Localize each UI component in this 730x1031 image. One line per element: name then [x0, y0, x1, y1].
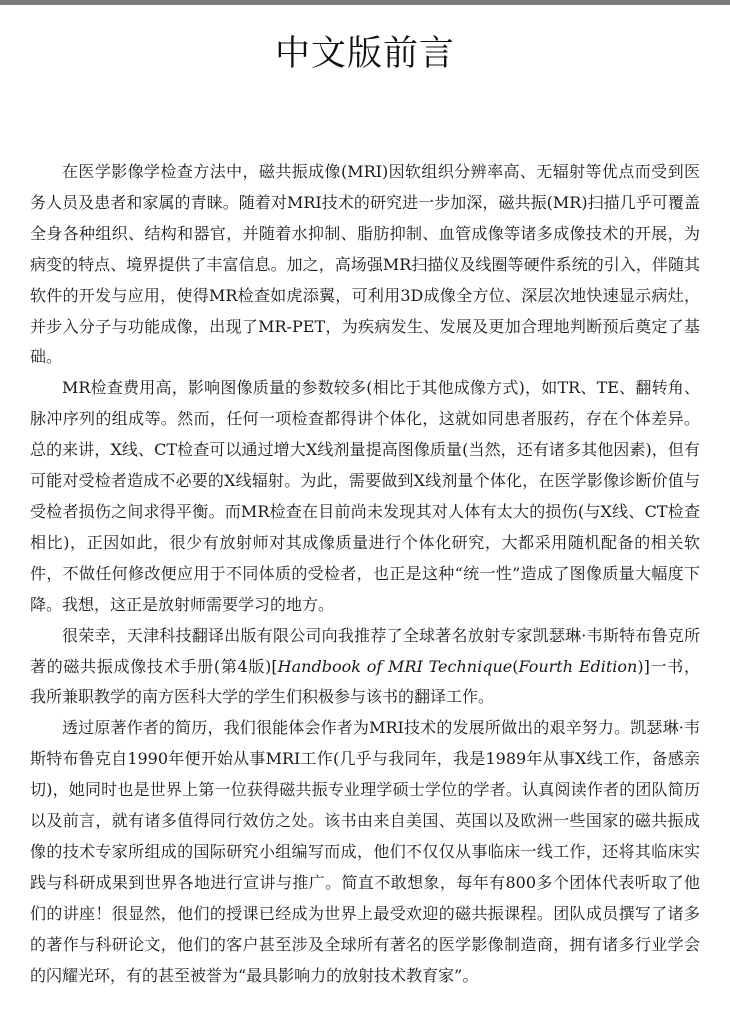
paragraph-3-paren: ( [512, 656, 519, 676]
body-text [30, 157, 700, 991]
paragraph-3-lead: 很荣幸，天津科技翻译出版有限公司向我推荐了全球著名放射专家凯瑟琳·韦斯特布鲁克所著的磁共振成像技术手册(第4版)[ [30, 625, 700, 676]
paragraph-3 [30, 621, 700, 714]
book-edition: Fourth Edition [518, 656, 638, 676]
paragraph-3-tail: )]一书，我所兼职教学的南方医科大学的学生们积极参与该书的翻译工作。 [30, 656, 700, 707]
top-rule [0, 0, 730, 5]
paragraph-1: 在医学影像学检查方法中，磁共振成像(MRI)因软组织分辨率高、无辐射等优点而受到医务人员及患者和家属的青睐。随着对MRI技术的研究进一步加深，磁共振(MR)扫描几乎可覆盖全身各种组织、结构和器官，并随着水抑制、脂肪抑制、血管成像等诸多成像技术的开展，为病变的特点、境界提供了丰富信息。加之，高场强MR扫描仪及线圈等硬件系统的引入，伴随其软件的开发与应用，使得MR检查如虎添翼，可利用3D成像全方位、深层次地快速显示病灶，并步入分子与功能成像，出现了MR-PET，为疾病发生、发展及更加合理地判断预后奠定了基础。 [30, 162, 700, 367]
paragraph-2: MR检查费用高，影响图像质量的参数较多(相比于其他成像方式)，如TR、TE、翻转角、脉冲序列的组成等。然而，任何一项检查都得讲个体化，这就如同患者服药，存在个体差异。总的来讲，X线、CT检查可以通过增大X线剂量提高图像质量(当然，还有诸多其他因素)，但有可能对受检者造成不必要的X线辐射。为此，需要做到X线剂量个体化，在医学影像诊断价值与受检者损伤之间求得平衡。而MR检查在目前尚未发现其对人体有太大的损伤(与X线、CT检查相比)，正因如此，很少有放射师对其成像质量进行个体化研究，大都采用随机配备的相关软件，不做任何修改便应用于不同体质的受检者，也正是这种“统一性”造成了图像质量大幅度下降。我想，这正是放射师需要学习的地方。 [30, 378, 700, 614]
page-title: 中文版前言 [274, 34, 455, 74]
book-title: Handbook of MRI Technique [277, 656, 513, 676]
paragraph-4: 透过原著作者的简历，我们很能体会作者为MRI技术的发展所做出的艰辛努力。凯瑟琳·韦斯特布鲁克自1990年便开始从事MRI工作(几乎与我同年，我是1989年从事X线工作，备感亲切)，她同时也是世界上第一位获得磁共振专业理学硕士学位的学者。认真阅读作者的团队简历以及前言，就有诸多值得同行效仿之处。该书由来自美国、英国以及欧洲一些国家的磁共振成像的技术专家所组成的国际研究小组编写而成，他们不仅仅从事临床一线工作，还将其临床实践与科研成果到世界各地进行宣讲与推广。简直不敢想象，每年有800多个团体代表听取了他们的讲座！很显然，他们的授课已经成为世界上最受欢迎的磁共振课程。团队成员撰写了诸多的著作与科研论文，他们的客户甚至涉及全球所有著名的医学影像制造商，拥有诸多行业学会的闪耀光环，有的甚至被誉为“最具影响力的放射技术教育家”。 [30, 718, 700, 985]
